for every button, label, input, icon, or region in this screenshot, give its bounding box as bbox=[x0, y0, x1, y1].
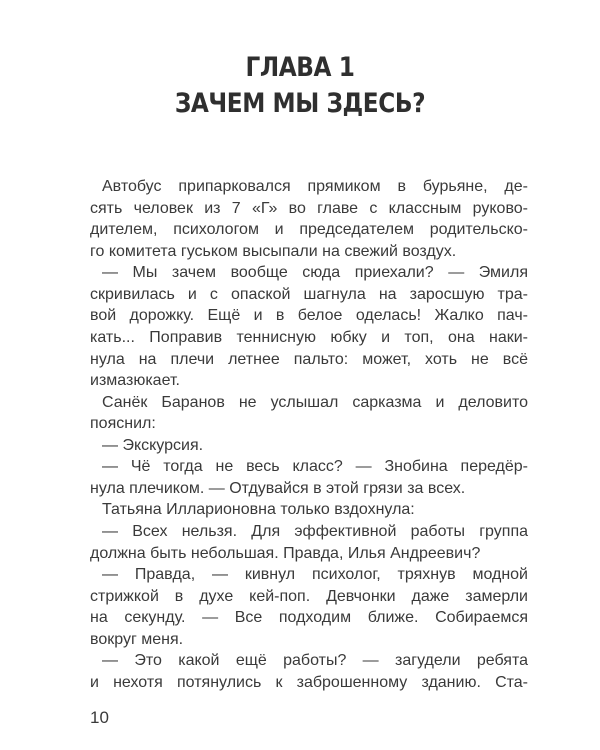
text-line: пояснил: bbox=[90, 415, 156, 433]
text-line: дителем, психологом и председателем родительско- bbox=[90, 221, 528, 239]
text-line: нула на плечи летнее пальто: может, хоть не всё bbox=[90, 350, 528, 368]
chapter-number: ГЛАВА 1 bbox=[245, 52, 355, 83]
text-line: нула плечиком. — Отдувайся в этой грязи за всех. bbox=[90, 479, 466, 497]
text-line: на секунду. — Все подходим ближе. Собираемся bbox=[90, 609, 528, 627]
text-line: скривилась и с опаской шагнула на заросшую тра- bbox=[90, 285, 528, 303]
text-line: Санёк Баранов не услышал сарказма и деловито bbox=[102, 393, 528, 411]
page-number: 10 bbox=[90, 708, 109, 727]
text-line: — Всех нельзя. Для эффективной работы группа bbox=[102, 523, 528, 541]
text-line: и нехотя потянулись к заброшенному зданию. Ста- bbox=[90, 674, 528, 691]
chapter-heading bbox=[0, 50, 600, 122]
text-line: сять человек из 7 «Г» во главе с классным руково- bbox=[90, 199, 528, 217]
text-line: — Чё тогда не весь класс? — Знобина передёр- bbox=[102, 458, 528, 476]
chapter-title: ЗАЧЕМ МЫ ЗДЕСЬ? bbox=[174, 88, 426, 119]
text-line: должна быть небольшая. Правда, Илья Андреевич? bbox=[90, 544, 481, 562]
text-line: стрижкой в духе кей-поп. Девчонки даже замерли bbox=[90, 587, 528, 605]
text-line: Татьяна Илларионовна только вздохнула: bbox=[102, 501, 415, 519]
text-line: кать... Поправив теннисную юбку и топ, она наки- bbox=[90, 328, 528, 346]
text-line: — Правда, — кивнул психолог, тряхнув модной bbox=[102, 566, 528, 584]
text-line: вой дорожку. Ещё и в белое оделась! Жалко пач- bbox=[90, 307, 528, 325]
text-line: вокруг меня. bbox=[90, 630, 184, 648]
text-line: — Это какой ещё работы? — загудели ребята bbox=[102, 652, 528, 670]
text-line: го комитета гуськом высыпали на свежий воздух. bbox=[90, 242, 457, 260]
text-line: — Мы зачем вообще сюда приехали? — Эмиля bbox=[102, 264, 528, 282]
text-line: Автобус припарковался прямиком в бурьяне, де- bbox=[102, 178, 528, 195]
text-line: — Экскурсия. bbox=[102, 436, 204, 454]
text-line: измазюкает. bbox=[90, 372, 180, 390]
